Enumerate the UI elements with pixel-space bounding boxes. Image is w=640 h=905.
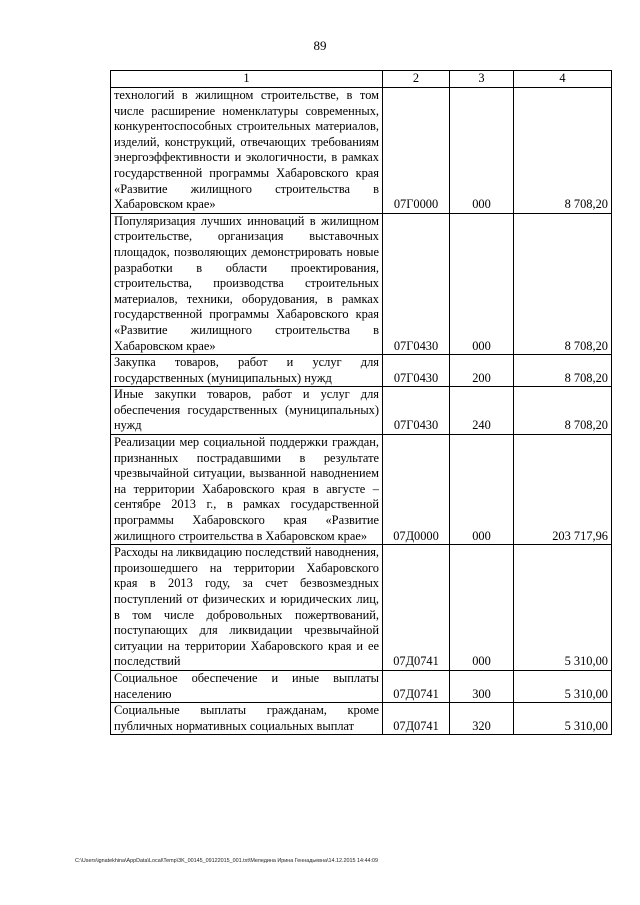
row-description: Популяризация лучших инноваций в жилищном строительстве, организация выставочных площадок, позволяющих демонстрировать новые разработки в области проектирования, строительства, производства строительных материалов, техники, оборудования, в рамках государственной программы Хабаровского края «Развитие жилищного строительства в Хабаровском крае» [111,213,383,354]
row-amount: 203 717,96 [514,435,612,545]
table-header-row [111,71,612,88]
row-target-code: 07Г0000 [383,88,450,214]
row-amount: 5 310,00 [514,545,612,671]
row-target-code: 07Г0430 [383,355,450,387]
row-expense-type: 000 [450,88,514,214]
table-row [111,545,612,671]
row-description: Закупка товаров, работ и услуг для государственных (муниципальных) нужд [111,355,383,387]
table-row [111,435,612,545]
row-expense-type: 000 [450,213,514,354]
row-description: Социальные выплаты гражданам, кроме публичных нормативных социальных выплат [111,703,383,735]
row-expense-type: 200 [450,355,514,387]
header-col-1: 1 [111,71,383,88]
row-expense-type: 000 [450,545,514,671]
row-target-code: 07Д0741 [383,545,450,671]
row-target-code: 07Д0000 [383,435,450,545]
table-row [111,703,612,735]
row-expense-type: 320 [450,703,514,735]
table-row [111,88,612,214]
row-amount: 8 708,20 [514,88,612,214]
row-expense-type: 000 [450,435,514,545]
row-expense-type: 240 [450,387,514,435]
row-description: Расходы на ликвидацию последствий наводнения, произошедшего на территории Хабаровского края в 2013 году, за счет безвозмездных поступлений от физических и юридических лиц, в том числе добровольных пожертвований, поступающих для ликвидации чрезвычайной ситуации на территории Хабаровского края и ее последствий [111,545,383,671]
row-target-code: 07Г0430 [383,387,450,435]
row-amount: 5 310,00 [514,703,612,735]
row-description: Иные закупки товаров, работ и услуг для обеспечения государственных (муниципальных) нужд [111,387,383,435]
row-description: Реализации мер социальной поддержки граждан, признанных пострадавшими в результате чрезвычайной ситуации, вызванной наводнением на территории Хабаровского края в августе – сентябре 2013 г., в рамках государственной программы Хабаровского края «Развитие жилищного строительства в Хабаровском крае» [111,435,383,545]
page-number: 89 [313,38,327,53]
header-col-2: 2 [383,71,450,88]
document-footer-path: C:\Users\ignatekhina\AppData\Local\Temp\3K_00145_09122015_001.txt\Меледина Ирина Геннадьевна\14.12.2015 14:44:09 [75,858,378,864]
budget-table [110,70,612,735]
row-description: технологий в жилищном строительстве, в том числе расширение номенклатуры современных, конкурентоспособных строительных материалов, изделий, конструкций, отвечающих требованиям энергоэффективности и экологичности, в рамках государственной программы Хабаровского края «Развитие жилищного строительства в Хабаровском крае» [111,88,383,214]
row-target-code: 07Д0741 [383,670,450,702]
row-expense-type: 300 [450,670,514,702]
header-col-3: 3 [450,71,514,88]
table-row [111,355,612,387]
row-amount: 8 708,20 [514,387,612,435]
row-target-code: 07Д0741 [383,703,450,735]
row-amount: 8 708,20 [514,213,612,354]
table-row [111,670,612,702]
row-target-code: 07Г0430 [383,213,450,354]
table-row [111,213,612,354]
header-col-4: 4 [514,71,612,88]
row-amount: 8 708,20 [514,355,612,387]
table-row [111,387,612,435]
row-amount: 5 310,00 [514,670,612,702]
row-description: Социальное обеспечение и иные выплаты населению [111,670,383,702]
